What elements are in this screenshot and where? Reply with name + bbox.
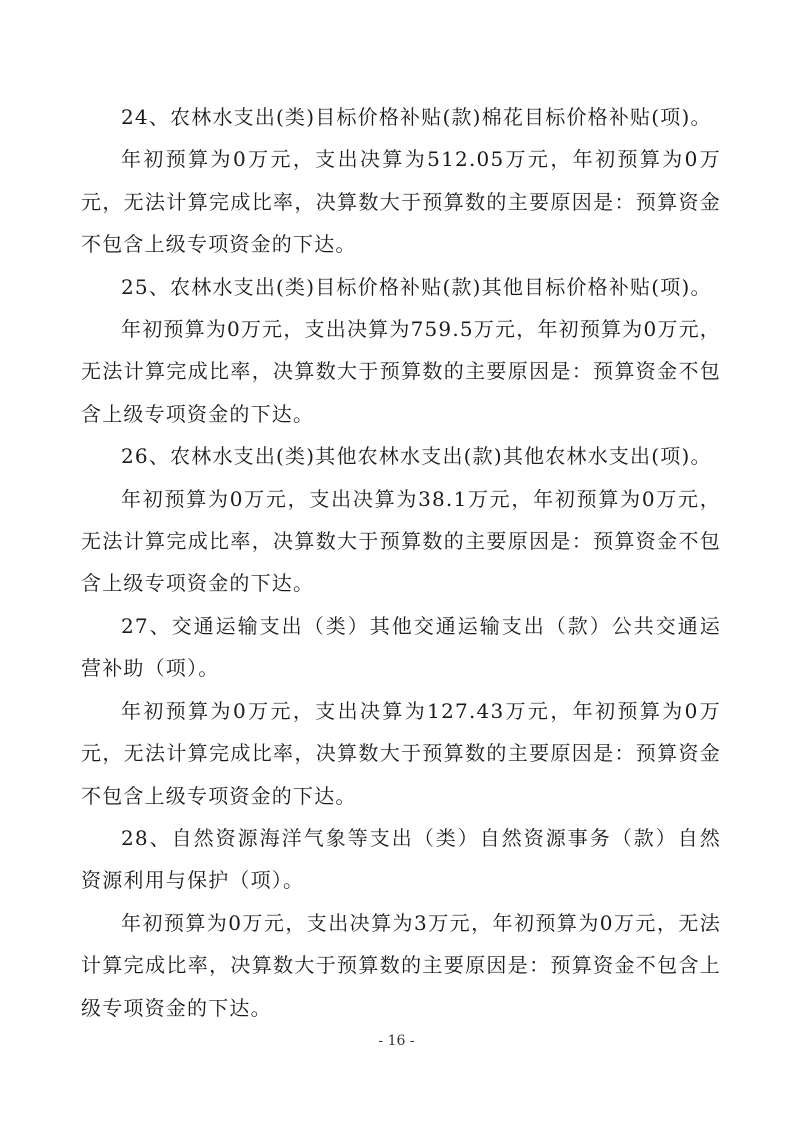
document-body — [81, 96, 721, 1029]
section-body-24: 年初预算为0万元，支出决算为512.05万元，年初预算为0万元，无法计算完成比率，决算数大于预算数的主要原因是：预算资金不包含上级专项资金的下达。 — [81, 147, 721, 257]
section-body-25: 年初预算为0万元，支出决算为759.5万元，年初预算为0万元，无法计算完成比率，决算数大于预算数的主要原因是：预算资金不包含上级专项资金的下达。 — [81, 317, 721, 426]
section-body-27: 年初预算为0万元，支出决算为127.43万元，年初预算为0万元，无法计算完成比率，决算数大于预算数的主要原因是：预算资金不包含上级专项资金的下达。 — [81, 698, 721, 808]
section-body-26: 年初预算为0万元，支出决算为38.1万元，年初预算为0万元，无法计算完成比率，决算数大于预算数的主要原因是：预算资金不包含上级专项资金的下达。 — [81, 486, 721, 596]
section-title-27: 27、交通运输支出（类）其他交通运输支出（款）公共交通运营补助（项）。 — [81, 613, 721, 681]
section-body-28: 年初预算为0万元，支出决算为3万元，年初预算为0万元，无法计算完成比率，决算数大于预算数的主要原因是：预算资金不包含上级专项资金的下达。 — [81, 910, 721, 1020]
section-title-26: 26、农林水支出(类)其他农林水支出(款)其他农林水支出(项)。 — [121, 444, 712, 469]
section-title-24: 24、农林水支出(类)目标价格补贴(款)棉花目标价格补贴(项)。 — [121, 105, 712, 129]
page-number: - 16 - — [378, 1033, 415, 1049]
section-title-25: 25、农林水支出(类)目标价格补贴(款)其他目标价格补贴(项)。 — [121, 274, 712, 299]
section-title-28: 28、自然资源海洋气象等支出（类）自然资源事务（款）自然资源利用与保护（项）。 — [81, 825, 721, 893]
